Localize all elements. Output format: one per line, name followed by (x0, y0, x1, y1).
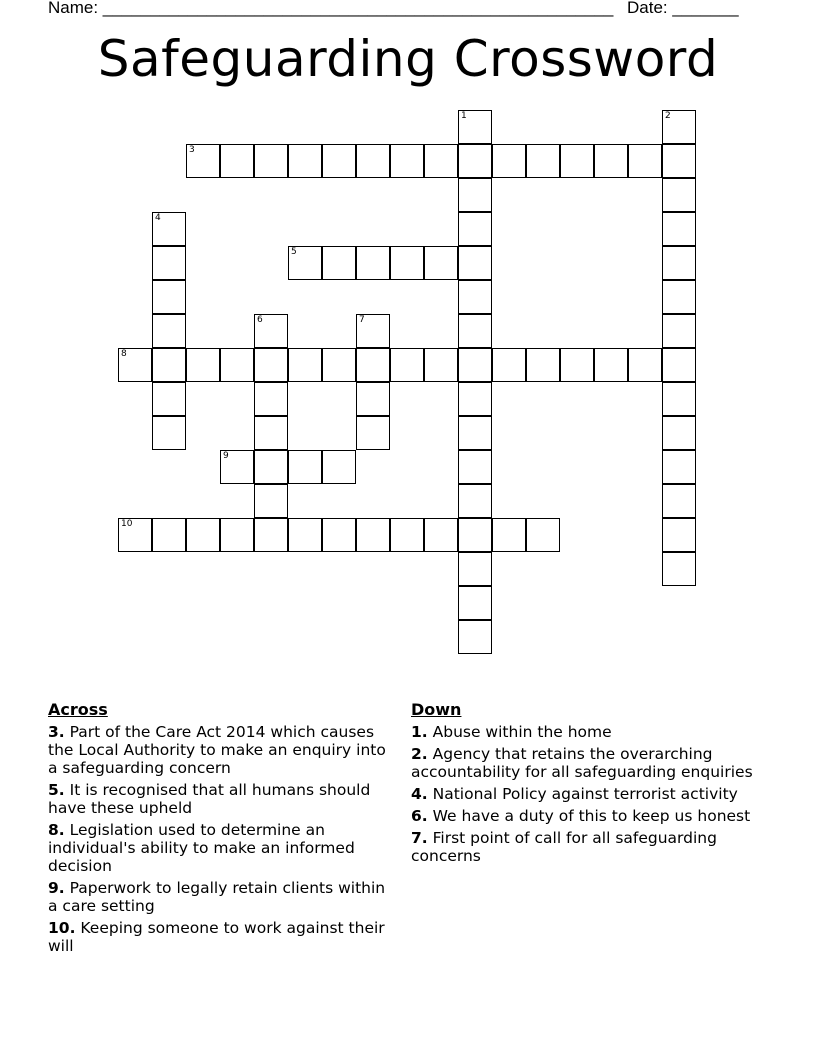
grid-cell[interactable] (662, 246, 696, 280)
grid-cell[interactable] (254, 518, 288, 552)
grid-cell[interactable] (560, 348, 594, 382)
grid-cell[interactable] (152, 416, 186, 450)
clue-number: 5 (291, 247, 297, 257)
clue-number: 7 (359, 315, 365, 325)
grid-cell[interactable] (356, 382, 390, 416)
grid-cell[interactable] (594, 348, 628, 382)
down-clue-list (411, 723, 756, 865)
grid-cell[interactable] (458, 416, 492, 450)
grid-cell[interactable] (322, 450, 356, 484)
grid-cell[interactable] (322, 144, 356, 178)
down-clue (411, 723, 756, 741)
clue-number: 2 (665, 111, 671, 121)
grid-cell[interactable] (526, 144, 560, 178)
grid-cell[interactable] (458, 450, 492, 484)
date-field-label: Date: _______ (627, 0, 739, 17)
across-clue (48, 919, 398, 955)
clue-text: Keeping someone to work against their will (48, 919, 385, 955)
grid-cell[interactable] (424, 518, 458, 552)
grid-cell[interactable] (458, 484, 492, 518)
grid-cell[interactable] (152, 348, 186, 382)
clue-text: National Policy against terrorist activity (432, 785, 738, 803)
grid-cell[interactable] (152, 212, 186, 246)
name-field-label: Name: ______________________________________________________ (48, 0, 614, 17)
grid-cell[interactable] (458, 586, 492, 620)
grid-cell[interactable] (254, 144, 288, 178)
grid-cell[interactable] (662, 314, 696, 348)
grid-cell[interactable] (118, 348, 152, 382)
grid-cell[interactable] (152, 382, 186, 416)
grid-cell[interactable] (458, 212, 492, 246)
down-clue (411, 807, 756, 825)
grid-cell[interactable] (390, 518, 424, 552)
grid-cell[interactable] (254, 348, 288, 382)
grid-cell[interactable] (424, 144, 458, 178)
grid-cell[interactable] (356, 246, 390, 280)
grid-cell[interactable] (186, 348, 220, 382)
grid-cell[interactable] (288, 246, 322, 280)
grid-cell[interactable] (390, 246, 424, 280)
grid-cell[interactable] (424, 348, 458, 382)
across-clue (48, 723, 398, 777)
down-heading: Down (411, 700, 462, 719)
clue-text: It is recognised that all humans should have these upheld (48, 781, 371, 817)
grid-cell[interactable] (220, 144, 254, 178)
grid-cell[interactable] (356, 348, 390, 382)
grid-cell[interactable] (220, 450, 254, 484)
grid-cell[interactable] (254, 484, 288, 518)
grid-cell[interactable] (526, 518, 560, 552)
grid-cell[interactable] (288, 348, 322, 382)
across-clue (48, 879, 398, 915)
grid-cell[interactable] (458, 178, 492, 212)
grid-cell[interactable] (254, 450, 288, 484)
grid-cell[interactable] (628, 144, 662, 178)
clue-number: 9 (223, 451, 229, 461)
grid-cell[interactable] (458, 382, 492, 416)
clue-number: 3. (48, 723, 65, 741)
clue-number: 3 (189, 145, 195, 155)
grid-cell[interactable] (152, 246, 186, 280)
grid-cell[interactable] (390, 144, 424, 178)
grid-cell[interactable] (424, 246, 458, 280)
page-title: Safeguarding Crossword (97, 30, 719, 88)
down-clue (411, 829, 756, 865)
grid-cell[interactable] (458, 620, 492, 654)
grid-cell[interactable] (662, 382, 696, 416)
grid-cell[interactable] (118, 518, 152, 552)
down-clue (411, 745, 756, 781)
grid-cell[interactable] (526, 348, 560, 382)
grid-cell[interactable] (254, 382, 288, 416)
across-clue (48, 821, 398, 875)
grid-cell[interactable] (458, 348, 492, 382)
grid-cell[interactable] (288, 518, 322, 552)
grid-cell[interactable] (458, 144, 492, 178)
grid-cell[interactable] (220, 518, 254, 552)
across-clue-list (48, 723, 398, 955)
clue-number: 6 (257, 315, 263, 325)
across-clues (48, 701, 398, 959)
clue-text: We have a duty of this to keep us honest (432, 807, 751, 825)
clue-text: Legislation used to determine an individual's ability to make an informed decision (48, 821, 355, 875)
clue-number: 8 (121, 349, 127, 359)
clue-number: 2. (411, 745, 428, 763)
grid-cell[interactable] (458, 314, 492, 348)
clue-number: 9. (48, 879, 65, 897)
down-clue (411, 785, 756, 803)
grid-cell[interactable] (662, 450, 696, 484)
across-heading: Across (48, 700, 108, 719)
clue-number: 6. (411, 807, 428, 825)
clue-number: 1. (411, 723, 428, 741)
grid-cell[interactable] (254, 416, 288, 450)
grid-cell[interactable] (662, 416, 696, 450)
clue-number: 8. (48, 821, 65, 839)
grid-cell[interactable] (662, 348, 696, 382)
clue-text: First point of call for all safeguarding concerns (411, 829, 717, 865)
grid-cell[interactable] (662, 280, 696, 314)
grid-cell[interactable] (186, 518, 220, 552)
grid-cell[interactable] (458, 280, 492, 314)
clue-text: Part of the Care Act 2014 which causes the Local Authority to make an enquiry into a safeguarding concern (48, 723, 386, 777)
grid-cell[interactable] (662, 518, 696, 552)
grid-cell[interactable] (458, 246, 492, 280)
grid-cell[interactable] (492, 348, 526, 382)
grid-cell[interactable] (492, 144, 526, 178)
clue-number: 4. (411, 785, 428, 803)
clue-number: 4 (155, 213, 161, 223)
clue-number: 10. (48, 919, 76, 937)
grid-cell[interactable] (356, 314, 390, 348)
grid-cell[interactable] (492, 518, 526, 552)
down-clues (411, 701, 756, 869)
grid-cell[interactable] (186, 144, 220, 178)
grid-cell[interactable] (356, 518, 390, 552)
grid-cell[interactable] (662, 484, 696, 518)
clue-text: Paperwork to legally retain clients within a care setting (48, 879, 386, 915)
clue-number: 7. (411, 829, 428, 847)
grid-cell[interactable] (356, 416, 390, 450)
clue-number: 1 (461, 111, 467, 121)
grid-cell[interactable] (662, 552, 696, 586)
grid-cell[interactable] (288, 144, 322, 178)
grid-cell[interactable] (322, 518, 356, 552)
grid-cell[interactable] (458, 518, 492, 552)
grid-cell[interactable] (560, 144, 594, 178)
grid-cell[interactable] (356, 144, 390, 178)
grid-cell[interactable] (458, 552, 492, 586)
clue-number: 5. (48, 781, 65, 799)
grid-cell[interactable] (390, 348, 424, 382)
grid-cell[interactable] (458, 110, 492, 144)
grid-cell[interactable] (152, 518, 186, 552)
clue-number: 10 (121, 519, 133, 529)
grid-cell[interactable] (628, 348, 662, 382)
grid-cell[interactable] (152, 280, 186, 314)
grid-cell[interactable] (288, 450, 322, 484)
grid-cell[interactable] (662, 144, 696, 178)
grid-cell[interactable] (254, 314, 288, 348)
grid-cell[interactable] (322, 348, 356, 382)
clue-text: Abuse within the home (432, 723, 612, 741)
grid-cell[interactable] (662, 178, 696, 212)
across-clue (48, 781, 398, 817)
grid-cell[interactable] (220, 348, 254, 382)
grid-cell[interactable] (662, 110, 696, 144)
grid-cell[interactable] (662, 212, 696, 246)
grid-cell[interactable] (322, 246, 356, 280)
clue-text: Agency that retains the overarching accountability for all safeguarding enquiries (411, 745, 753, 781)
grid-cell[interactable] (152, 314, 186, 348)
grid-cell[interactable] (594, 144, 628, 178)
